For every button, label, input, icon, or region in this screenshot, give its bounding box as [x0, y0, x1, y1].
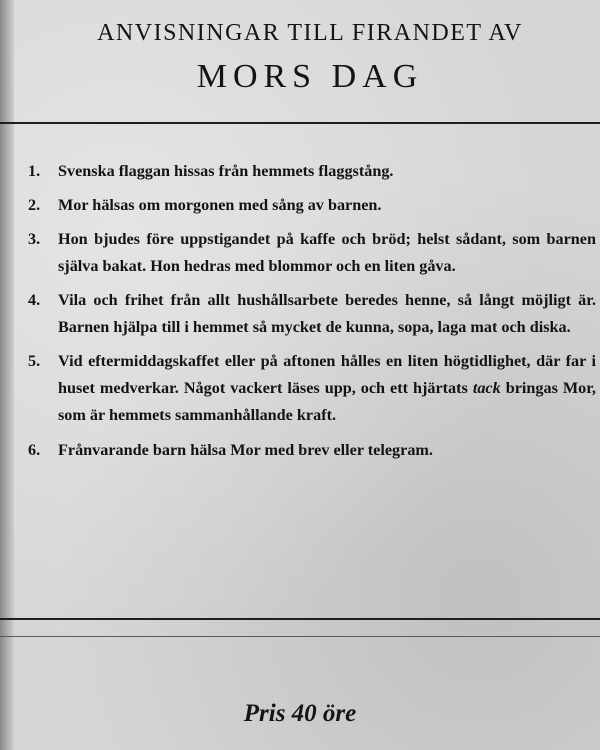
item-number: 6. [28, 441, 41, 459]
item-number: 5. [28, 352, 41, 370]
item-text-start: Vid eftermiddagskaffet eller på aftonen hålles en liten högtidlighet, där far i huset medverkar. Något vackert läses upp, och ett hjärtats [58, 352, 596, 397]
page-edge-shadow [0, 0, 14, 750]
list-item [28, 348, 596, 429]
item-text: Hon bjudes före uppstigandet på kaffe och bröd; helst sådant, som barnen själva bakat. Hon hedras med blommor och en liten gåva. [58, 230, 596, 275]
page-title: MORS DAG [196, 58, 424, 95]
divider-top [0, 122, 600, 124]
header-line-1: ANVISNINGAR TILL FIRANDET AV [97, 20, 523, 46]
list-item [28, 192, 596, 219]
item-text-end: bringas Mor, som är hemmets sammanhållande kraft. [58, 379, 596, 424]
item-number: 1. [28, 162, 41, 180]
item-text: Svenska flaggan hissas från hemmets flaggstång. [58, 162, 394, 180]
item-text: Vila och frihet från allt hushållsarbete beredes henne, så långt möjligt är. Barnen hjälpa till i hemmet så mycket de kunna, sopa, laga mat och diska. [58, 291, 596, 336]
item-text-emphasis: tack [472, 379, 501, 397]
list-item [28, 287, 596, 341]
price-label: Pris 40 öre [243, 700, 357, 727]
item-number: 3. [28, 230, 41, 248]
list-item [28, 437, 596, 464]
list-item [28, 226, 596, 280]
item-text: Mor hälsas om morgonen med sång av barnen. [58, 196, 382, 214]
list-item [28, 158, 596, 185]
item-number: 2. [28, 196, 41, 214]
item-text: Frånvarande barn hälsa Mor med brev eller telegram. [58, 441, 433, 459]
divider-bottom [0, 618, 600, 620]
instruction-list [28, 158, 596, 471]
divider-bottom-thin [0, 636, 600, 637]
item-number: 4. [28, 291, 41, 309]
